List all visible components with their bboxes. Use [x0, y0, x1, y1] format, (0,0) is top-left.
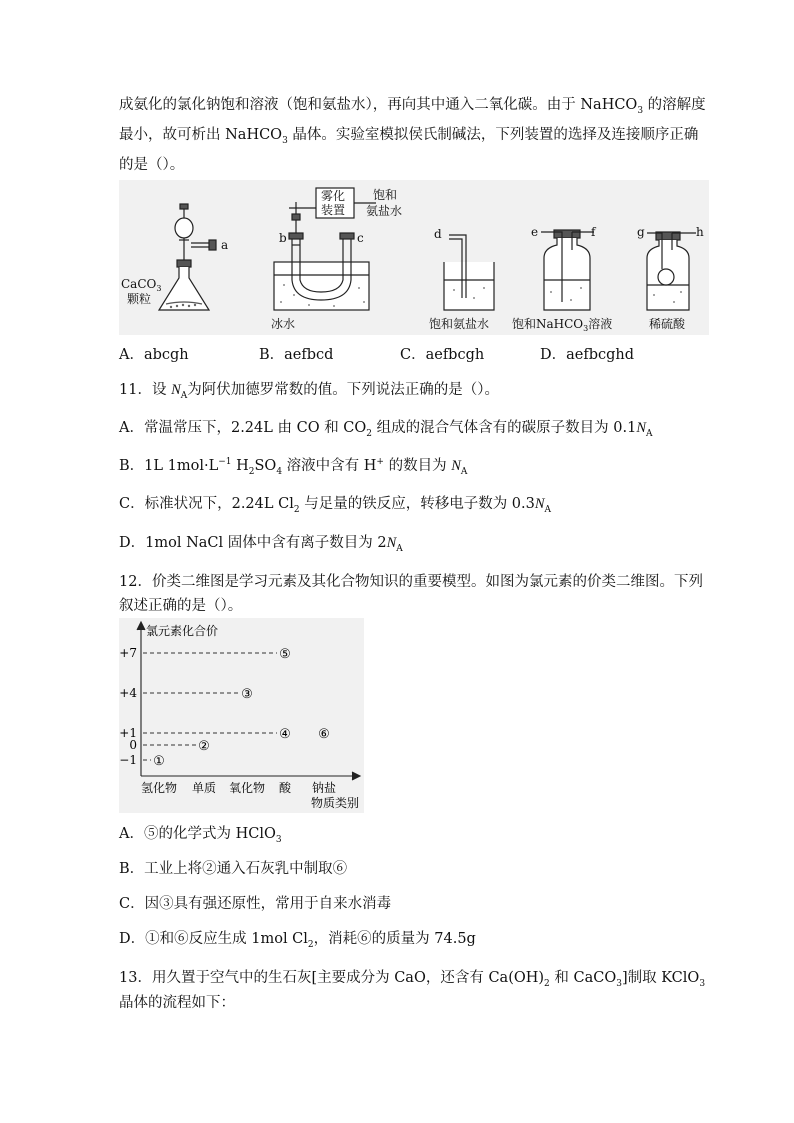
q12-stem-2: 叙述正确的是（）。 — [119, 598, 243, 614]
q11-option-a[interactable]: A．常温常压下，2.24L 由 CO 和 $CO_2$ 组成的混合气体含有的碳原子数目为 $0.1N_A$ — [119, 420, 653, 439]
chart-y-tick: +4 — [119, 686, 137, 700]
svg-text:氨盐水: 氨盐水 — [366, 204, 403, 218]
chart-y-tick: 0 — [129, 738, 137, 752]
svg-text:稀硫酸: 稀硫酸 — [649, 317, 686, 331]
granules-label: 颗粒 — [127, 292, 152, 306]
q11-option-c[interactable]: C．标准状况下，2.24L $Cl_2$ 与足量的铁反应，转移电子数为 $0.3N_A$ — [119, 496, 552, 515]
valence-chart — [119, 618, 364, 813]
svg-text:饱和NaHCO3溶液: 饱和NaHCO$_3$溶液 — [512, 317, 613, 333]
chart-category-label: 氧化物 — [228, 781, 266, 795]
q11-option-b[interactable]: B．1L $1mol\cdot L^{-1}$ $H_2SO_4$ 溶液中含有 H+ 的数目为 $N_A$ — [119, 457, 468, 477]
svg-text:c: c — [357, 231, 364, 245]
q12-option-c[interactable]: C．因③具有强还原性，常用于自来水消毒 — [119, 896, 392, 912]
chart-y-tick: +7 — [119, 646, 137, 660]
q12-stem-1: 12．价类二维图是学习元素及其化合物知识的重要模型。如图为氯元素的价类二维图。下列 — [119, 574, 703, 590]
chart-point-label: ② — [198, 739, 210, 754]
q11-option-d[interactable]: D．1mol NaCl 固体中含有离子数目为 $2N_A$ — [119, 535, 403, 554]
q10-option-c[interactable]: C．aefbcgh — [400, 347, 485, 363]
chart-point-label: ⑥ — [318, 727, 330, 742]
chart-y-tick: +1 — [119, 726, 137, 740]
svg-text:a: a — [221, 238, 229, 252]
q13-stem-1: 13．用久置于空气中的生石灰[主要成分为 CaO，还含有 $Ca(OH)_2$ 和 CaCO$_3$]制取 KClO$_3$ — [119, 970, 706, 989]
svg-text:f: f — [591, 225, 596, 239]
svg-text:装置: 装置 — [321, 203, 346, 217]
chart-category-label: 氢化物 — [140, 781, 178, 795]
svg-text:CaCO3: CaCO$_3$ — [121, 277, 162, 293]
q13-stem-2: 晶体的流程如下： — [119, 995, 235, 1011]
chart-point-label: ⑤ — [279, 647, 291, 662]
svg-text:雾化: 雾化 — [321, 189, 346, 203]
q10-option-d[interactable]: D．aefbcghd — [540, 347, 635, 363]
chart-point-label: ③ — [241, 687, 253, 702]
svg-text:d: d — [434, 227, 442, 241]
q11-stem: 11．设 $N_A$为阿伏加德罗常数的值。下列说法正确的是（）。 — [119, 382, 499, 401]
chart-ylabel: 氯元素化合价 — [146, 624, 219, 638]
chart-xlabel: 物质类别 — [311, 796, 360, 810]
svg-text:饱和: 饱和 — [373, 188, 398, 202]
svg-text:b: b — [279, 231, 287, 245]
svg-text:冰水: 冰水 — [271, 317, 296, 331]
intro-line-2: 最小，故可析出 NaHCO$_3$ 晶体。实验室模拟侯氏制碱法，下列装置的选择及连接顺序正确 — [119, 127, 699, 146]
q10-option-a[interactable]: A．abcgh — [119, 347, 189, 363]
svg-text:e: e — [531, 225, 539, 239]
q12-option-a[interactable]: A．⑤的化学式为 HClO$_3$ — [119, 826, 282, 845]
svg-text:饱和氨盐水: 饱和氨盐水 — [429, 317, 490, 331]
apparatus-figure — [119, 180, 709, 335]
intro-line-1: 成氨化的氯化钠饱和溶液（饱和氨盐水），再向其中通入二氧化碳。由于 NaHCO$_3$ 的溶解度 — [119, 97, 706, 116]
chart-point-label: ① — [153, 754, 165, 769]
chart-point-label: ④ — [279, 727, 291, 742]
svg-text:g: g — [637, 225, 645, 239]
q12-option-b[interactable]: B．工业上将②通入石灰乳中制取⑥ — [119, 861, 348, 877]
q12-option-d[interactable]: D．①和⑥反应生成 1mol $Cl_2$，消耗⑥的质量为 74.5g — [119, 931, 476, 950]
chart-category-label: 单质 — [191, 781, 217, 795]
q10-option-b[interactable]: B．aefbcd — [259, 347, 334, 363]
chart-y-tick: −1 — [119, 753, 137, 767]
chart-category-label: 钠盐 — [311, 781, 337, 795]
chart-category-label: 酸 — [278, 781, 292, 795]
intro-line-3: 的是（）。 — [119, 157, 185, 173]
svg-text:h: h — [696, 225, 704, 239]
